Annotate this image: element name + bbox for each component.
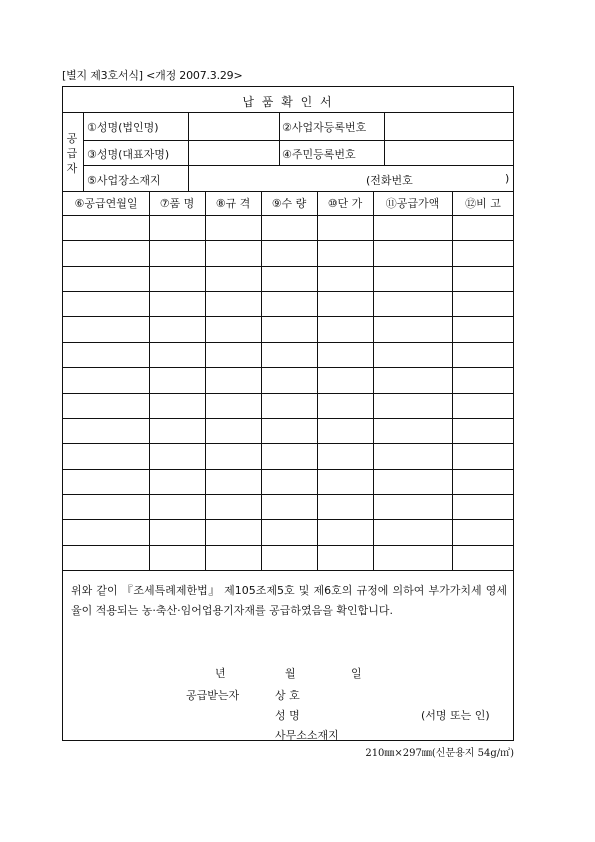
receiver-name-label: 성 명	[275, 709, 300, 722]
divider	[384, 112, 385, 165]
divider	[63, 112, 513, 113]
column-header: ⑦품 명	[159, 197, 195, 210]
phone-label: (전화번호	[366, 174, 413, 187]
table-row-divider	[63, 443, 513, 444]
table-column-divider	[452, 191, 453, 570]
column-header: ⑩단 가	[327, 197, 363, 210]
form-number-header: [별지 제3호서식] <개정 2007.3.29>	[62, 69, 243, 82]
name-rep-label: ③성명(대표자명)	[87, 148, 170, 161]
table-row-divider	[63, 291, 513, 292]
divider	[83, 140, 513, 141]
table-row-divider	[63, 266, 513, 267]
receiver-address-label: 사무소소재지	[275, 729, 339, 742]
table-row-divider	[63, 519, 513, 520]
divider	[279, 112, 280, 165]
name-corp-label: ①성명(법인명)	[87, 121, 159, 134]
table-row-divider	[63, 367, 513, 368]
receiver-label: 공급받는자	[186, 689, 240, 702]
column-header: ⑧규 격	[215, 197, 251, 210]
paper-spec-footer: 210㎜×297㎜(신문용지 54g/㎡)	[365, 748, 514, 759]
table-row-divider	[63, 393, 513, 394]
supplier-label: 공급자	[66, 132, 78, 175]
signature-note: (서명 또는 인)	[421, 709, 490, 722]
confirmation-statement: 위와 같이 『조세특례제한법』 제105조제5호 및 제6호의 규정에 의하여 부가가치세 영세율이 적용되는 농·축산·임어업용기자재를 공급하였음을 확인합니다.	[71, 584, 507, 617]
table-row-divider	[63, 570, 513, 571]
table-row-divider	[63, 342, 513, 343]
table-row-divider	[63, 494, 513, 495]
column-header: ⑨수 량	[271, 197, 307, 210]
date-day-label: 일	[351, 667, 362, 680]
resident-reg-no-label: ④주민등록번호	[282, 148, 356, 161]
receiver-company-label: 상 호	[275, 689, 300, 702]
column-header: ⑥공급연월일	[74, 197, 138, 210]
divider	[63, 191, 513, 192]
table-row-divider	[63, 418, 513, 419]
date-year-label: 년	[215, 667, 226, 680]
column-header: ⑫비 고	[465, 197, 501, 210]
form-title: 납 품 확 인 서	[242, 95, 334, 109]
divider	[83, 112, 84, 191]
table-row-divider	[63, 545, 513, 546]
table-column-divider	[205, 191, 206, 570]
table-row-divider	[63, 469, 513, 470]
divider	[63, 215, 513, 216]
date-month-label: 월	[285, 667, 296, 680]
divider	[83, 165, 513, 166]
table-row-divider	[63, 316, 513, 317]
address-label: ⑤사업장소재지	[87, 174, 161, 187]
delivery-confirmation-form	[62, 86, 514, 741]
divider	[188, 112, 189, 191]
table-column-divider	[317, 191, 318, 570]
business-reg-no-label: ②사업자등록번호	[282, 121, 367, 134]
phone-close: )	[505, 172, 510, 185]
table-column-divider	[261, 191, 262, 570]
table-row-divider	[63, 240, 513, 241]
column-header: ⑪공급가액	[385, 197, 440, 210]
table-column-divider	[149, 191, 150, 570]
table-column-divider	[373, 191, 374, 570]
